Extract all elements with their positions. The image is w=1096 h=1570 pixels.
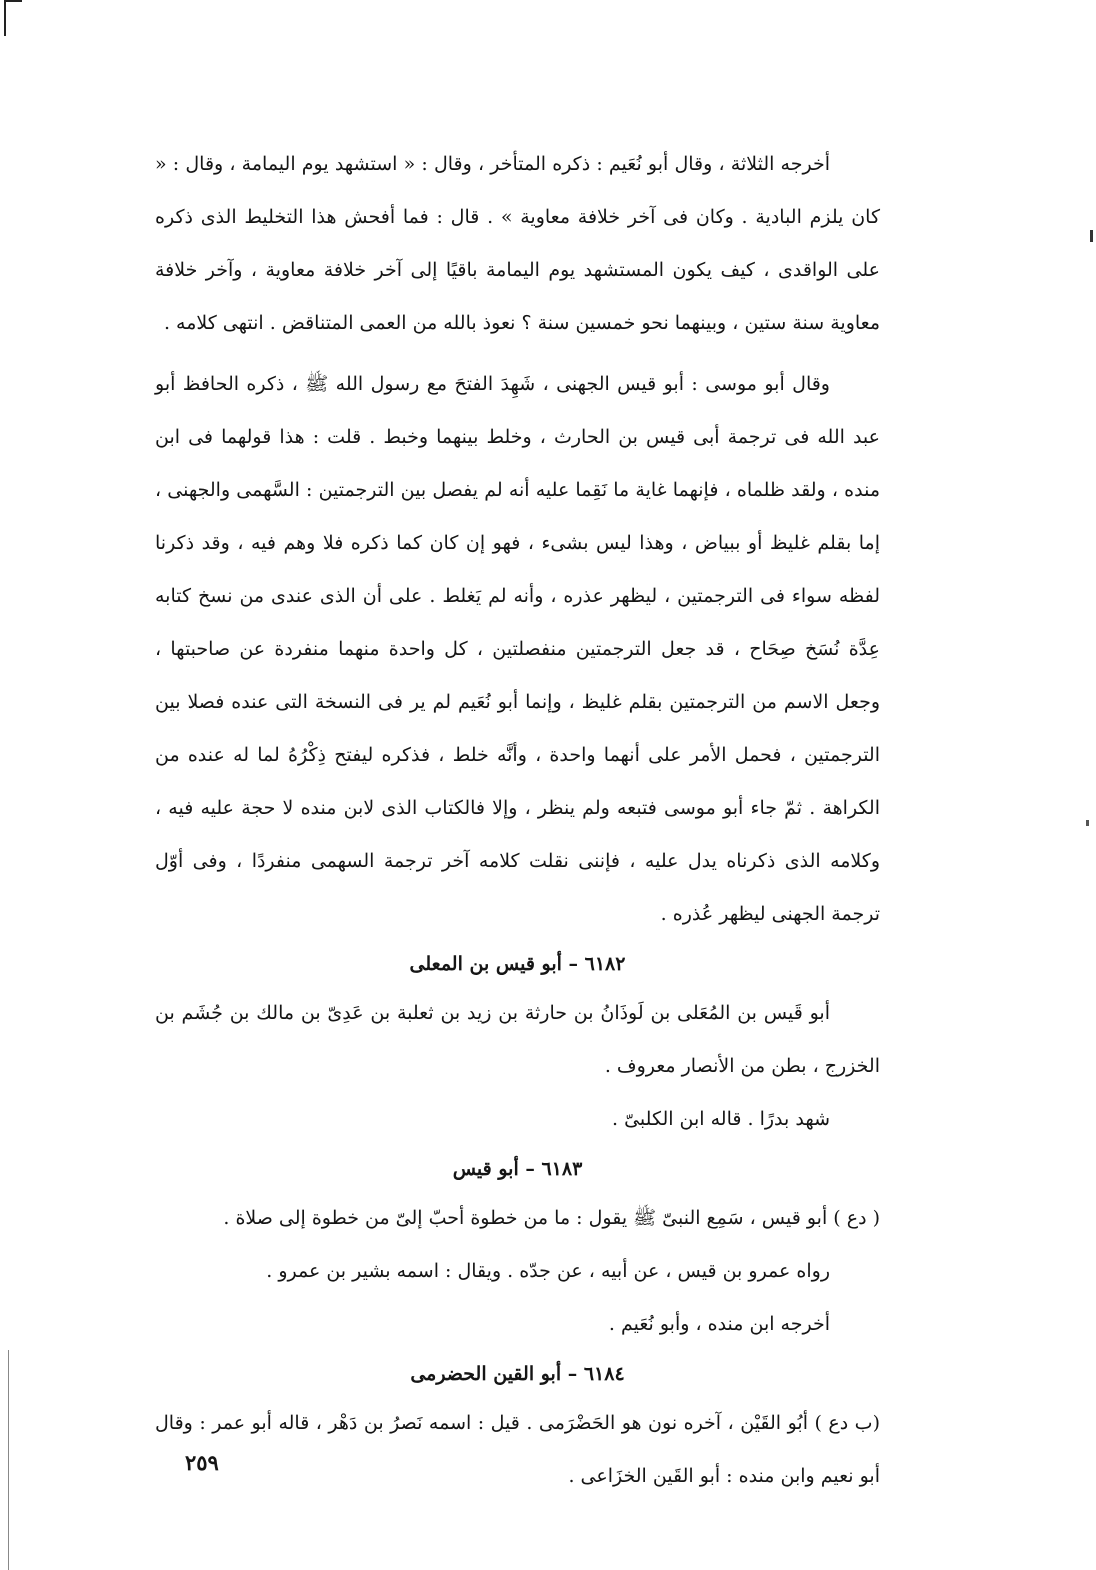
scan-speck (1090, 230, 1093, 242)
entry-heading-6183: ٦١٨٣ – أبو قيس (452, 1158, 583, 1180)
scan-edge-line (8, 1350, 9, 1570)
crop-mark-horizontal (4, 0, 22, 2)
entry-heading-6182: ٦١٨٢ – أبو قيس بن المعلى (409, 953, 626, 975)
page-number: ٢٥٩ (185, 1450, 219, 1475)
scan-speck (1086, 820, 1089, 826)
entry-6183-narration: رواه عمرو بن قيس ، عن أبيه ، عن جدّه . ويقال : اسمه بشير بن عمرو . (266, 1260, 830, 1282)
paragraph-abu-musa: وقال أبو موسى : أبو قيس الجهنى ، شَهِدَ الفتحَ مع رسول الله ﷺ ، ذكره الحافظ أبو عبد الله فى ترجمة أبى قيس بن الحارث ، وخلط بينهما وخبط . قلت : هذا قولهما فى ابن منده ، ولقد ظلماه ، فإنهما غاية ما نَقِما عليه أنه لم يفصل بين الترجمتين : السَّهمى والجهنى ، إما بقلم غليظ أو ببياض ، وهذا ليس بشىء ، فهو إن كان كما ذكره فلا وهم فيه ، وقد ذكرنا لفظه سواء فى الترجمتين ، ليظهر عذره ، وأنه لم يَغلط . على أن الذى عندى من نسخ كتابه عِدَّة نُسَخ صِحَاح ، قد جعل الترجمتين منفصلتين ، كل واحدة منهما منفردة عن صاحبتها ، وجعل الاسم من الترجمتين بقلم غليظ ، وإنما أبو نُعَيم لم ير فى النسخة التى عنده فصلا بين الترجمتين ، فحمل الأمر على أنهما واحدة ، وأنَّه خلط ، فذكره ليفتح ذِكْرُهُ لما له عنده من الكراهة . ثمّ جاء أبو موسى فتبعه ولم ينظر ، وإلا فالكتاب الذى لابن منده لا حجة عليه فيه ، وكلامه الذى ذكرناه يدل عليه ، فإننى نقلت كلامه آخر ترجمة السهمى منفردًا ، وفى أوّل ترجمة الجهنى ليظهر عُذره . (155, 373, 880, 925)
entry-heading-6184: ٦١٨٤ – أبو القين الحضرمى (410, 1363, 625, 1385)
entry-6182-lineage: أبو قَيس بن المُعَلى بن لَوذَانُ بن حارثة بن زيد بن ثعلبة بن عَدِىّ بن مالك بن جُشَم بن الخزرج ، بطن من الأنصار معروف . (155, 1002, 880, 1077)
page-body (155, 138, 880, 1503)
paragraph-opening: أخرجه الثلاثة ، وقال أبو نُعَيم : ذكره المتأخر ، وقال : « استشهد يوم اليمامة ، وقال : « كان يلزم البادية . وكان فى آخر خلافة معاوية » . قال : فما أفحش هذا التخليط الذى ذكره على الواقدى ، كيف يكون المستشهد يوم اليمامة باقيًا إلى آخر خلافة معاوية ، وآخر خلافة معاوية سنة ستين ، وبينهما نحو خمسين سنة ؟ نعوذ بالله من العمى المتناقض . انتهى كلامه . (155, 153, 880, 334)
entry-6183-source: أخرجه ابن منده ، وأبو نُعَيم . (608, 1313, 830, 1335)
entry-6182-note: شهد بدرًا . قاله ابن الكلبىّ . (612, 1108, 830, 1130)
entry-6183-hadith: ( دع ) أبو قيس ، سَمِع النبىّ ﷺ يقول : ما من خطوة أحبّ إلىّ من خطوة إلى صلاة . (223, 1207, 880, 1229)
entry-6184-text: (ب دع ) أبُو القَيْن ، آخره نون هو الحَضْرَمى . قيل : اسمه نَصرُ بن دَهْر ، قاله أبو عمر : وقال أبو نعيم وابن منده : أبو القَين الخزَاعى . (155, 1412, 880, 1487)
crop-mark-vertical (4, 0, 6, 36)
